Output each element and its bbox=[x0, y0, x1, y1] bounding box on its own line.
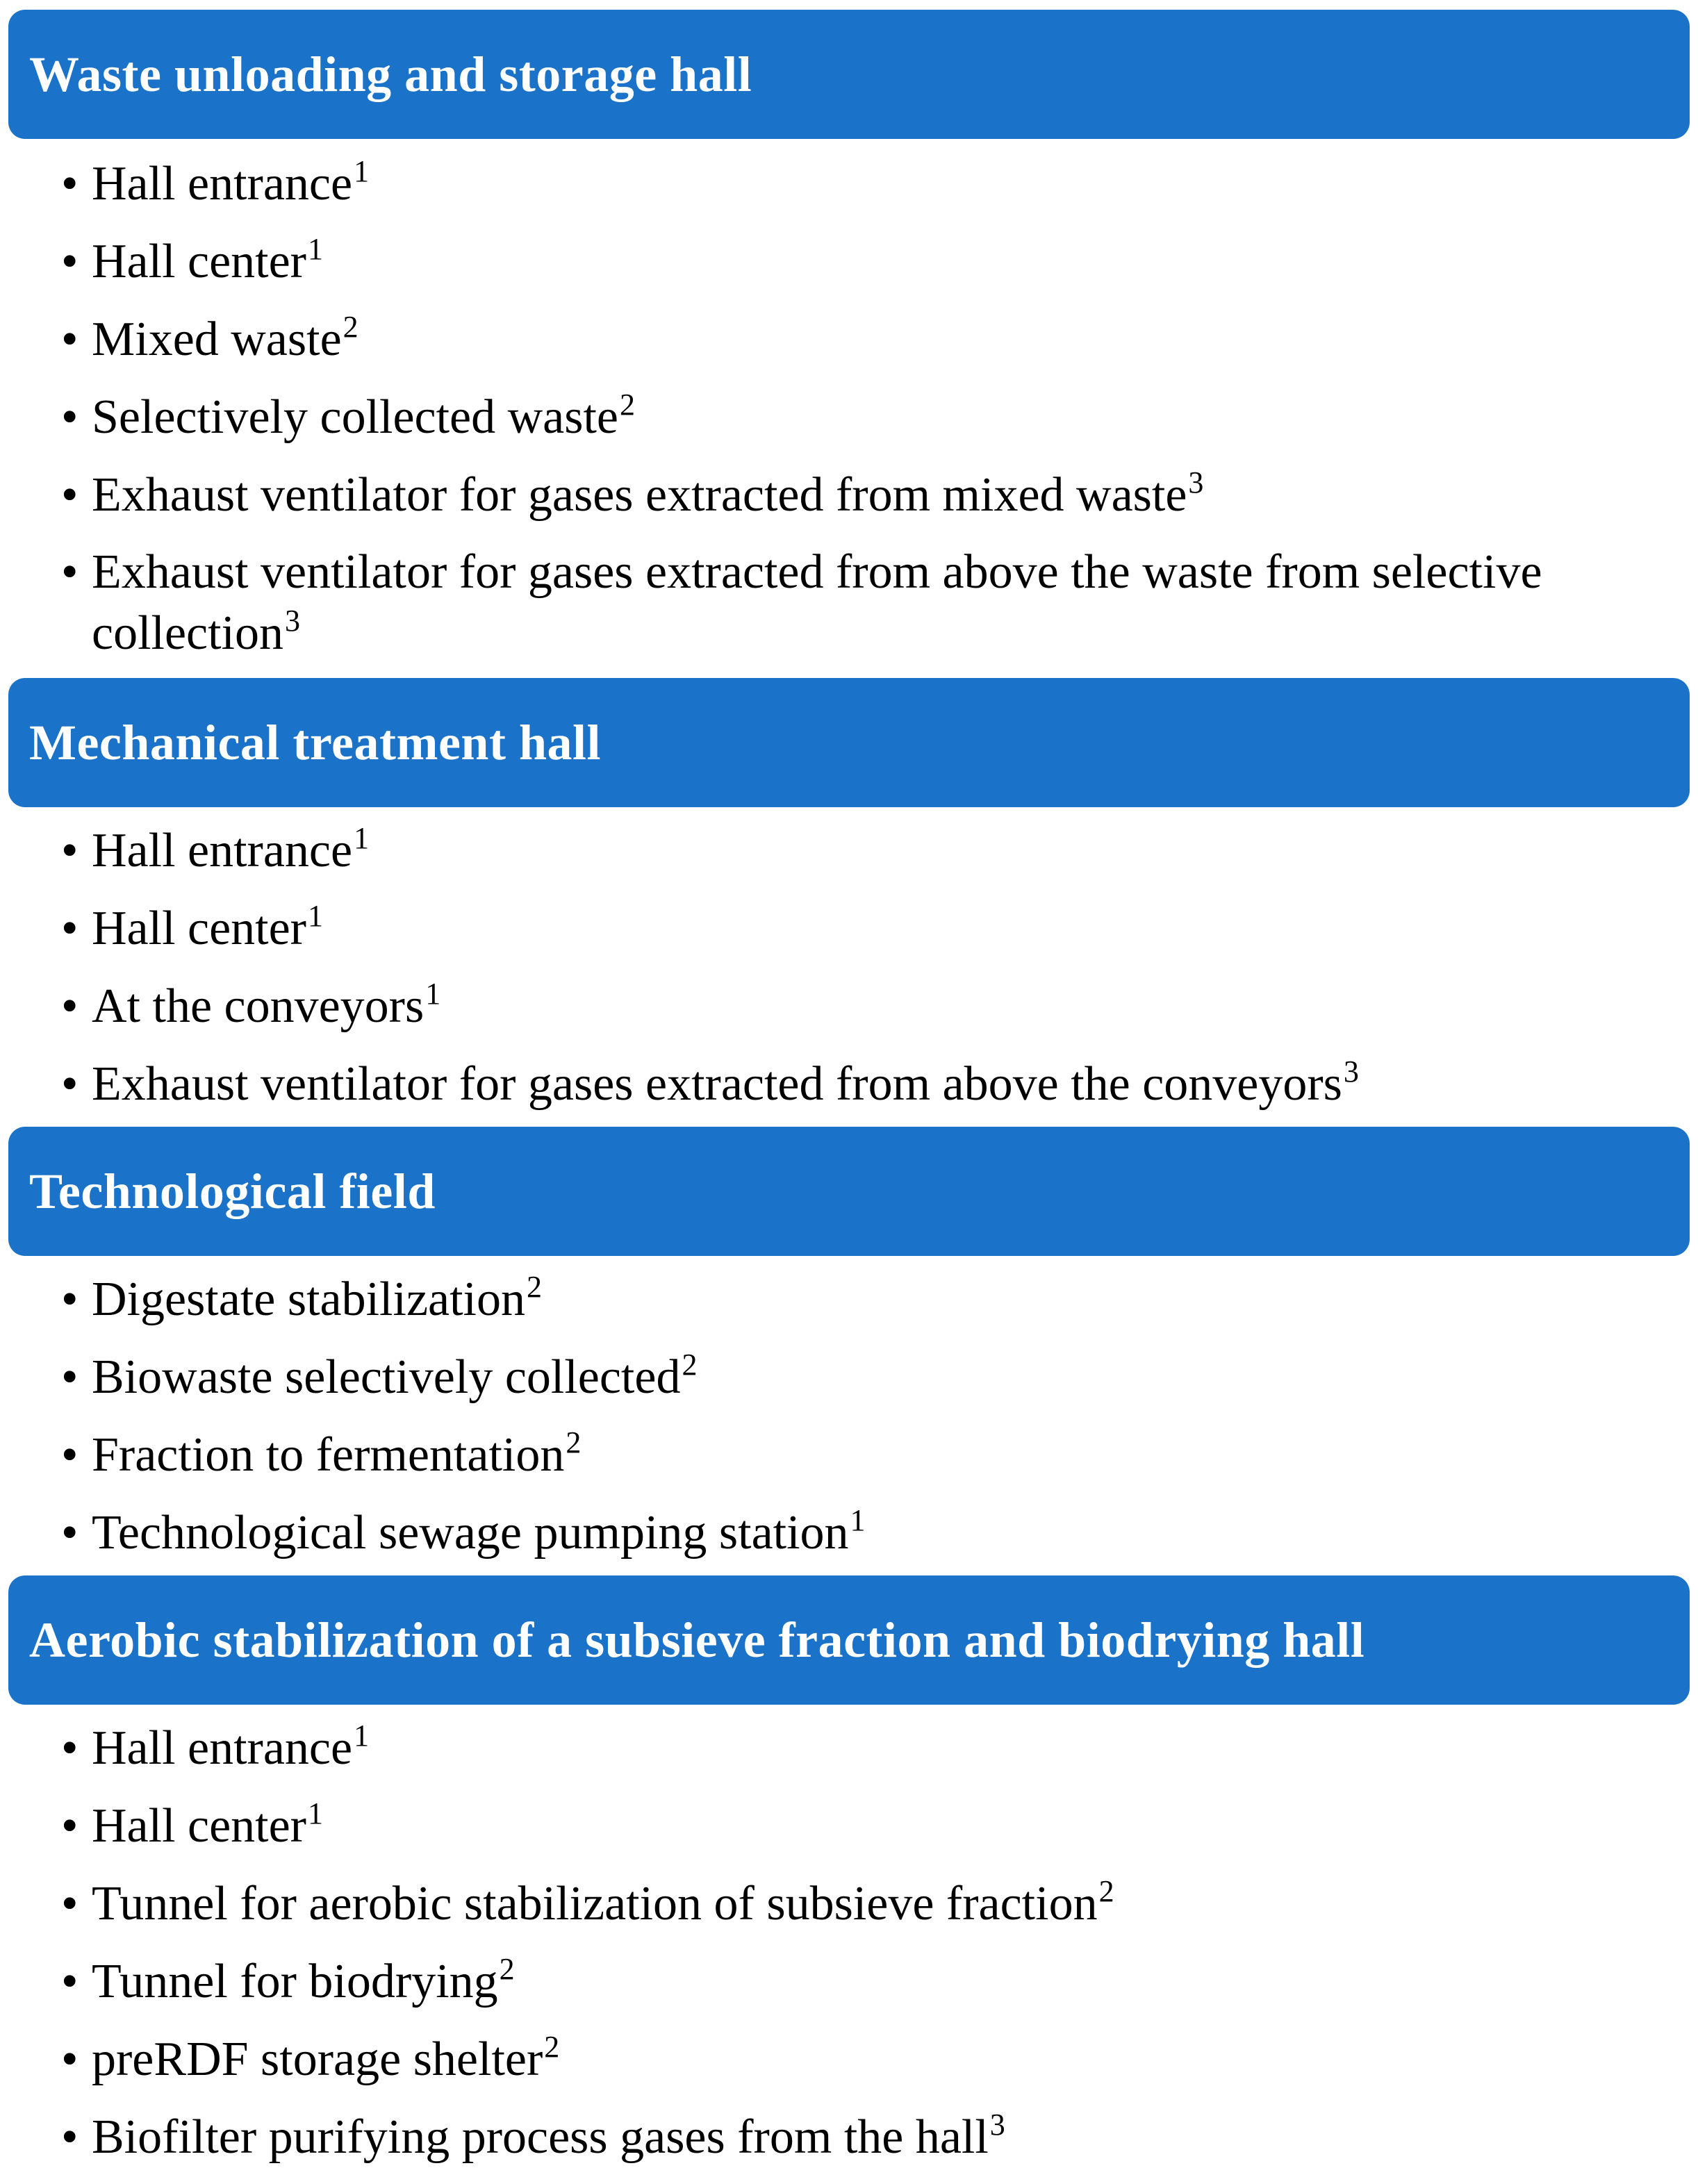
item-note: 1 bbox=[354, 154, 370, 188]
item-note: 1 bbox=[850, 1503, 866, 1537]
bullet-icon: • bbox=[61, 545, 79, 599]
item-note: 1 bbox=[307, 899, 323, 933]
item-text: Technological sewage pumping station bbox=[92, 1506, 849, 1560]
item-note: 1 bbox=[425, 977, 441, 1011]
list-item bbox=[61, 975, 1680, 1038]
list-item bbox=[61, 2106, 1680, 2169]
bullet-icon: • bbox=[61, 1799, 79, 1853]
item-note: 1 bbox=[307, 232, 323, 266]
bullet-icon: • bbox=[61, 235, 79, 288]
bullet-icon: • bbox=[61, 313, 79, 366]
bullet-icon: • bbox=[61, 1955, 79, 2008]
list-item bbox=[61, 231, 1680, 293]
list-item bbox=[61, 1502, 1680, 1564]
item-note: 2 bbox=[566, 1425, 582, 1459]
section-title: Mechanical treatment hall bbox=[29, 714, 601, 770]
item-text: Biowaste selectively collected bbox=[92, 1350, 681, 1404]
item-text: Biofilter purifying process gases from the hall bbox=[92, 2110, 989, 2164]
item-note: 2 bbox=[544, 2030, 560, 2064]
bullet-icon: • bbox=[61, 468, 79, 522]
bullet-icon: • bbox=[61, 902, 79, 955]
section-items-waste-unloading bbox=[61, 153, 1680, 679]
list-item bbox=[61, 1268, 1680, 1331]
bullet-icon: • bbox=[61, 1428, 79, 1482]
section-title: Technological field bbox=[29, 1163, 436, 1219]
bullet-icon: • bbox=[61, 1273, 79, 1326]
list-item bbox=[61, 1795, 1680, 1858]
item-note: 3 bbox=[989, 2108, 1005, 2142]
section-items-technological-field bbox=[61, 1268, 1680, 1580]
list-item bbox=[61, 1053, 1680, 1116]
item-note: 3 bbox=[1188, 465, 1204, 499]
section-title: Aerobic stabilization of a subsieve fraction and biodrying hall bbox=[29, 1612, 1365, 1668]
item-text: preRDF storage shelter bbox=[92, 2033, 543, 2086]
item-note: 2 bbox=[620, 388, 636, 422]
item-text: Hall center bbox=[92, 902, 306, 955]
item-text: Mixed waste bbox=[92, 313, 342, 366]
bullet-icon: • bbox=[61, 1350, 79, 1404]
list-item bbox=[61, 386, 1680, 449]
item-note: 2 bbox=[1098, 1874, 1114, 1908]
bullet-icon: • bbox=[61, 1877, 79, 1930]
item-text: Hall center bbox=[92, 1799, 306, 1853]
list-item bbox=[61, 308, 1680, 371]
bullet-icon: • bbox=[61, 1506, 79, 1560]
item-note: 2 bbox=[499, 1952, 515, 1986]
item-note: 3 bbox=[1343, 1054, 1359, 1089]
bullet-icon: • bbox=[61, 1721, 79, 1775]
item-text: Digestate stabilization bbox=[92, 1273, 525, 1326]
list-item bbox=[61, 820, 1680, 882]
item-text: Hall entrance bbox=[92, 157, 353, 210]
section-header-mechanical-treatment bbox=[8, 678, 1690, 807]
item-text: Selectively collected waste bbox=[92, 390, 619, 444]
item-text: Hall entrance bbox=[92, 824, 353, 877]
list-item bbox=[61, 542, 1680, 664]
bullet-icon: • bbox=[61, 390, 79, 444]
section-header-aerobic-stabilization bbox=[8, 1575, 1690, 1705]
item-text: Tunnel for aerobic stabilization of subsieve fraction bbox=[92, 1877, 1098, 1930]
item-text: At the conveyors bbox=[92, 979, 424, 1033]
item-text: Tunnel for biodrying bbox=[92, 1955, 498, 2008]
item-note: 2 bbox=[682, 1348, 698, 1382]
section-header-technological-field bbox=[8, 1127, 1690, 1256]
bullet-icon: • bbox=[61, 2110, 79, 2164]
list-item bbox=[61, 1346, 1680, 1409]
list-item bbox=[61, 464, 1680, 527]
item-note: 1 bbox=[307, 1796, 323, 1830]
item-text: Fraction to fermentation bbox=[92, 1428, 565, 1482]
bullet-icon: • bbox=[61, 2033, 79, 2086]
list-item bbox=[61, 1717, 1680, 1780]
list-item bbox=[61, 2028, 1680, 2091]
bullet-icon: • bbox=[61, 157, 79, 210]
section-title: Waste unloading and storage hall bbox=[29, 46, 752, 102]
list-item bbox=[61, 1873, 1680, 1935]
item-note: 3 bbox=[285, 604, 301, 638]
item-note: 2 bbox=[526, 1270, 542, 1304]
item-text: Exhaust ventilator for gases extracted from above the conveyors bbox=[92, 1057, 1342, 1111]
item-note: 2 bbox=[343, 310, 358, 344]
item-note: 1 bbox=[354, 1719, 370, 1753]
item-text: Hall entrance bbox=[92, 1721, 353, 1775]
section-items-aerobic-stabilization bbox=[61, 1717, 1680, 2184]
section-items-mechanical-treatment bbox=[61, 820, 1680, 1131]
item-text: Hall center bbox=[92, 235, 306, 288]
item-text: Exhaust ventilator for gases extracted from above the waste from selective collection bbox=[92, 545, 1542, 660]
list-item bbox=[61, 153, 1680, 215]
item-text: Exhaust ventilator for gases extracted from mixed waste bbox=[92, 468, 1187, 522]
list-item bbox=[61, 897, 1680, 960]
section-header-waste-unloading bbox=[8, 10, 1690, 139]
bullet-icon: • bbox=[61, 1057, 79, 1111]
list-item bbox=[61, 1951, 1680, 2013]
item-note: 1 bbox=[354, 821, 370, 855]
bullet-icon: • bbox=[61, 824, 79, 877]
list-item bbox=[61, 1424, 1680, 1487]
bullet-icon: • bbox=[61, 979, 79, 1033]
